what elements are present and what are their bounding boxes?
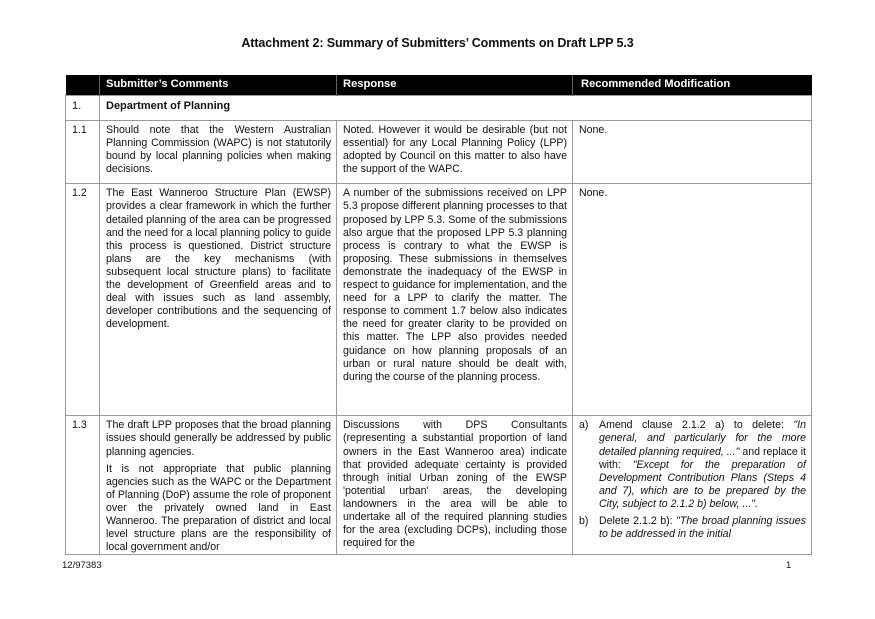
header-submitters-comments: Submitter’s Comments <box>100 75 337 96</box>
comment-paragraph: Should note that the Western Australian Planning Commission (WAPC) is not statutorily bound by local planning policies when making decisions. <box>106 124 331 176</box>
page-number: 1 <box>786 560 792 571</box>
modification-item <box>579 419 806 511</box>
submitter-comment <box>100 416 337 555</box>
table-row <box>66 184 812 416</box>
modification-label: a) <box>579 419 589 432</box>
section-row <box>66 96 812 121</box>
header-recommended-modification: Recommended Modification <box>573 75 812 96</box>
section-name: Department of Planning <box>100 96 812 121</box>
response: Noted. However it would be desirable (but not essential) for any Local Planning Policy (LPP) adopted by Council on this matter to also have the support of the WAPC. <box>337 121 573 184</box>
modification-instruction: and replace it with: <box>599 445 806 471</box>
response: Discussions with DPS Consultants (representing a substantial proportion of land owners in the East Wanneroo area) indicate that provided adequate certainty is provided through initial Urban zoning of the EWSP 'potential urban' areas, the developing landowners in the area will be able to undertake all of the required planning studies for the area (excluding DCPs), including those required for the <box>337 416 573 555</box>
header-response: Response <box>337 75 573 96</box>
submitter-comment <box>100 184 337 416</box>
modification-quote: "Except for the preparation of Development Contribution Plans (Steps 4 and 7), which are to be prepared by the City, subject to 2.1.2 b) below, ...". <box>599 458 806 510</box>
modification-quote: "In general, and particularly for the more detailed planning required, ..." <box>599 419 806 458</box>
submitter-comment <box>100 121 337 184</box>
submitters-comments-table <box>65 75 812 555</box>
modification-instruction: Delete 2.1.2 b): <box>599 515 677 528</box>
modification-quote: "The broad planning issues to be addressed in the initial <box>599 515 806 541</box>
section-number: 1. <box>66 96 100 121</box>
comment-paragraph: It is not appropriate that public planning agencies such as the WAPC or the Department of Planning (DoP) assume the role of proponent over the privately owned land in East Wanneroo. The preparation of district and local level structure plans are the responsibility of local government and/or <box>106 462 331 554</box>
recommended-modification: None. <box>573 184 812 416</box>
recommended-modification: None. <box>573 121 812 184</box>
row-number: 1.3 <box>66 416 100 555</box>
header-number <box>66 75 100 96</box>
document-title: Attachment 2: Summary of Submitters’ Comments on Draft LPP 5.3 <box>241 36 634 50</box>
footer-reference: 12/97383 <box>62 560 102 571</box>
modification-item <box>579 515 806 541</box>
comment-paragraph: The draft LPP proposes that the broad planning issues should generally be addressed by public planning agencies. <box>106 419 331 458</box>
table-row <box>66 416 812 555</box>
table-header-row <box>66 75 812 96</box>
modification-list <box>579 419 806 541</box>
comment-paragraph: The East Wanneroo Structure Plan (EWSP) provides a clear framework in which the further detailed planning of the area can be progressed and the need for a local planning policy to guide this process is questioned. District structure plans are the key mechanisms (with subsequent local structure plans) to facilitate the development of Greenfield areas and to deal with issues such as land assembly, developer contributions and the sequencing of development. <box>106 187 331 331</box>
modification-text <box>599 515 806 541</box>
row-number: 1.1 <box>66 121 100 184</box>
modification-label: b) <box>579 515 589 528</box>
modification-instruction: Amend clause 2.1.2 a) to delete: <box>599 419 794 432</box>
recommended-modification <box>573 416 812 555</box>
response: A number of the submissions received on LPP 5.3 propose different planning processes to that proposed by LPP 5.3. Some of the submissions also argue that the proposed LPP 5.3 planning process is contrary to what the EWSP is proposing. These submissions in themselves demonstrate the inadequacy of the EWSP in respect to guidance for implementation, and the need for a LPP to clarify the matter. The response to comment 1.7 below also indicates the need for greater clarity to be provided on this matter. The LPP also provides needed guidance on how planning proposals of an urban or rural nature should be dealt with, during the course of the planning process. <box>337 184 573 416</box>
modification-text <box>599 419 806 511</box>
table-row <box>66 121 812 184</box>
row-number: 1.2 <box>66 184 100 416</box>
